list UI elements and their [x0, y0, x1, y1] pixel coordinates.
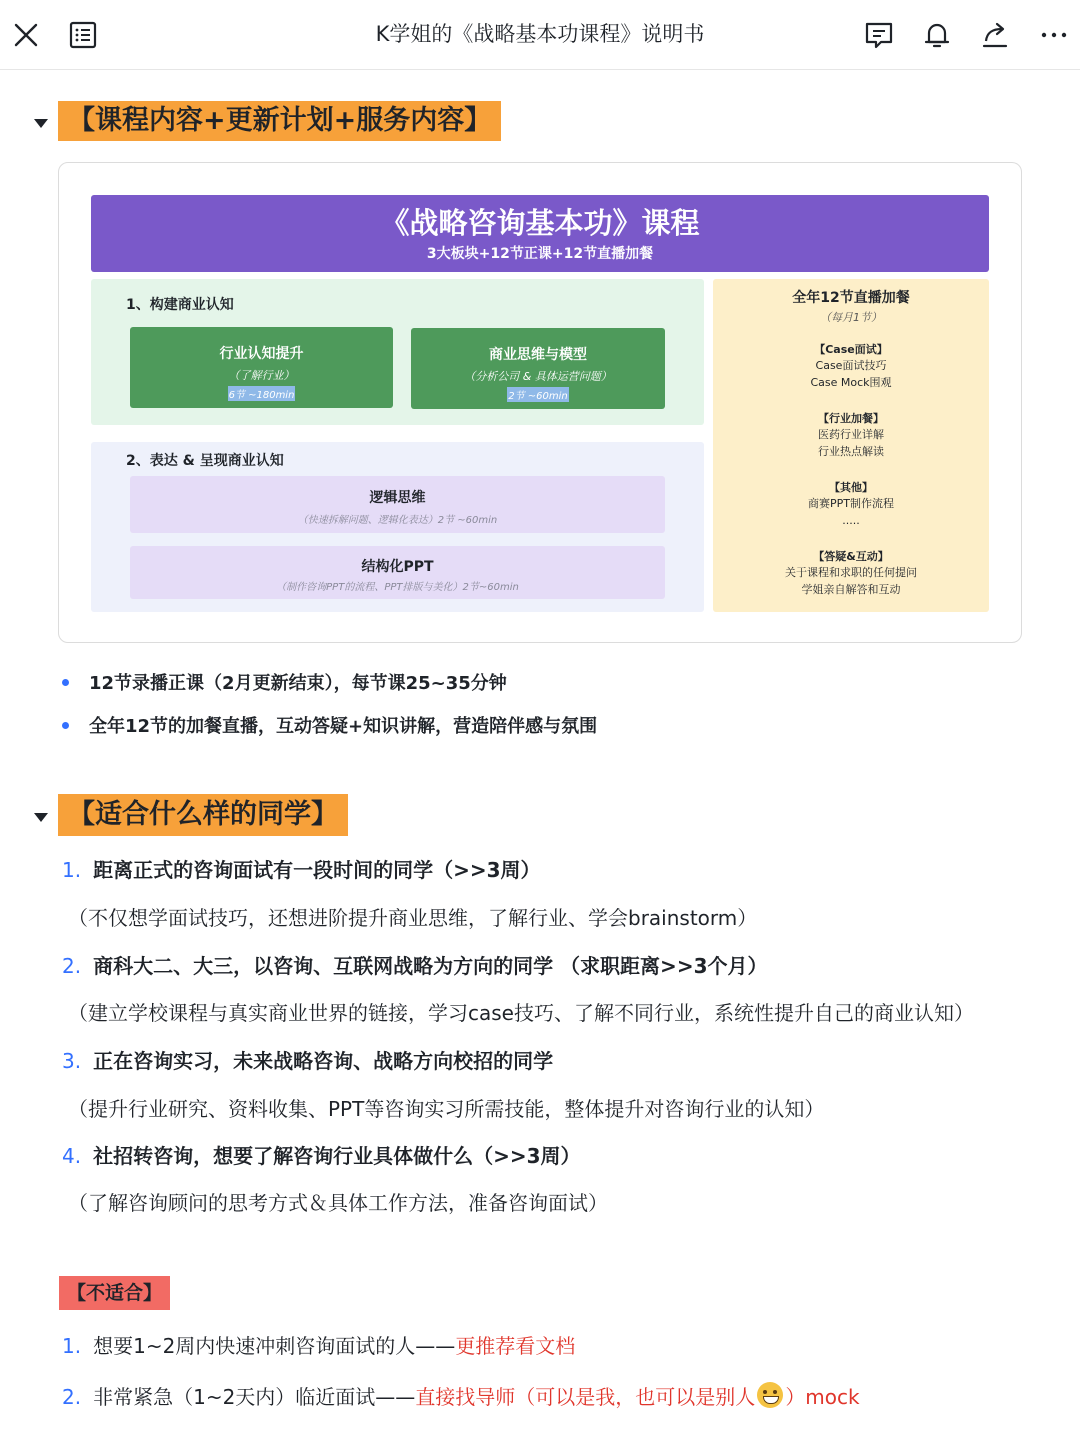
more-icon[interactable] [1036, 17, 1072, 53]
side-title: 全年12节直播加餐 [792, 290, 910, 306]
collapse-caret-icon[interactable] [34, 813, 48, 822]
module-box [130, 327, 393, 408]
grinning-face-icon [757, 1382, 783, 1408]
section-heading-fit: 【适合什么样的同学】 [58, 794, 348, 836]
module-box-subtitle: （分析公司 & 具体运营问题） [464, 370, 612, 383]
list-item [62, 950, 768, 979]
course-banner [91, 195, 989, 272]
side-group-line: ..... [842, 514, 860, 527]
section-heading-not-fit: 【不适合】 [59, 1276, 170, 1310]
side-group-line: Case Mock围观 [810, 376, 892, 389]
live-sessions-panel [713, 279, 989, 612]
module-box [130, 546, 665, 599]
module-box [411, 328, 665, 409]
list-number: 3. [62, 1049, 82, 1073]
side-group-head: 【Case面试】 [814, 343, 888, 356]
list-number: 1. [62, 858, 82, 882]
side-group [713, 410, 989, 460]
list-title: 距离正式的咨询面试有一段时间的同学（>>3周） [93, 858, 541, 882]
list-item [62, 1378, 860, 1410]
side-group [713, 548, 989, 598]
outline-icon[interactable] [65, 17, 101, 53]
side-group-line: 医药行业详解 [818, 428, 884, 441]
side-group-line: 关于课程和求职的任何提问 [785, 566, 917, 579]
module-label: 1、构建商业认知 [126, 297, 234, 313]
list-number: 2. [62, 1385, 82, 1409]
list-item [62, 1330, 575, 1359]
top-bar [0, 0, 1080, 70]
side-group [713, 341, 989, 391]
banner-subtitle: 3大板块+12节正课+12节直播加餐 [426, 246, 654, 262]
side-group-head: 【行业加餐】 [818, 412, 884, 425]
module-box-meta: 2节 ~60min [507, 387, 569, 402]
bell-icon[interactable] [919, 17, 955, 53]
side-group-head: 【答疑&互动】 [813, 550, 889, 563]
list-item [62, 854, 541, 883]
module-box-subtitle: （制作咨询PPT的流程、PPT排版与美化）2节~60min [276, 582, 519, 593]
list-item [62, 1140, 581, 1169]
list-title: 商科大二、大三，以咨询、互联网战略为方向的同学 （求职距离>>3个月） [93, 954, 768, 978]
bullet-item [62, 669, 507, 695]
list-item [62, 1045, 553, 1074]
list-description: （了解咨询顾问的思考方式＆具体工作方法，准备咨询面试） [68, 1191, 608, 1215]
side-group-line: 学姐亲自解答和互动 [801, 583, 901, 596]
list-highlight: 更推荐看文档 [455, 1334, 576, 1358]
module-expression [91, 442, 704, 612]
list-description: （不仅想学面试技巧，还想进阶提升商业思维，了解行业、学会brainstorm） [68, 906, 758, 930]
side-subtitle: （每月1节） [820, 311, 882, 324]
page-title: K学姐的《战略基本功课程》说明书 [375, 22, 705, 46]
collapse-caret-icon[interactable] [34, 119, 48, 128]
banner-title: 《战略咨询基本功》课程 [380, 206, 700, 240]
section-heading-course: 【课程内容+更新计划+服务内容】 [58, 101, 501, 141]
list-title: 社招转咨询，想要了解咨询行业具体做什么（>>3周） [93, 1144, 581, 1168]
side-group-line: Case面试技巧 [815, 359, 887, 372]
list-text: 想要1~2周内快速冲刺咨询面试的人—— [93, 1334, 456, 1358]
module-box-title: 结构化PPT [361, 559, 434, 575]
module-box-title: 商业思维与模型 [489, 347, 587, 363]
list-text: 非常紧急（1~2天内）临近面试—— [93, 1385, 416, 1409]
side-group-line: 行业热点解读 [818, 445, 884, 458]
side-group-head: 【其他】 [829, 481, 873, 494]
bullet-item [62, 712, 597, 738]
list-highlight: 直接找导师（可以是我，也可以是别人 [415, 1385, 756, 1409]
comment-icon[interactable] [861, 17, 897, 53]
close-icon[interactable] [8, 17, 44, 53]
list-number: 1. [62, 1334, 82, 1358]
module-box-subtitle: （了解行业） [228, 369, 295, 382]
module-box-subtitle: （快速拆解问题、逻辑化表达）2节 ~60min [297, 515, 498, 526]
side-group [713, 479, 989, 529]
bullet-text: 12节录播正课（2月更新结束），每节课25~35分钟 [89, 673, 507, 694]
list-title: 正在咨询实习，未来战略咨询、战略方向校招的同学 [93, 1049, 554, 1073]
module-box-meta: 6节 ~180min [228, 386, 296, 401]
side-group-line: 商赛PPT制作流程 [808, 497, 894, 510]
bullet-dot-icon [62, 679, 69, 686]
list-description: （提升行业研究、资料收集、PPT等咨询实习所需技能，整体提升对咨询行业的认知） [68, 1097, 825, 1121]
module-label: 2、表达 & 呈现商业认知 [126, 453, 284, 469]
module-business-cognition [91, 279, 704, 425]
bullet-dot-icon [62, 722, 69, 729]
list-number: 2. [62, 954, 82, 978]
module-box [130, 476, 665, 533]
list-highlight-tail: ）mock [785, 1385, 860, 1409]
module-box-title: 逻辑思维 [369, 490, 426, 506]
list-number: 4. [62, 1144, 82, 1168]
list-description: （建立学校课程与真实商业世界的链接，学习case技巧、了解不同行业，系统性提升自己的商业认知） [68, 1001, 974, 1025]
bullet-text: 全年12节的加餐直播，互动答疑+知识讲解，营造陪伴感与氛围 [89, 716, 598, 737]
share-icon[interactable] [977, 17, 1013, 53]
module-box-title: 行业认知提升 [219, 346, 304, 362]
